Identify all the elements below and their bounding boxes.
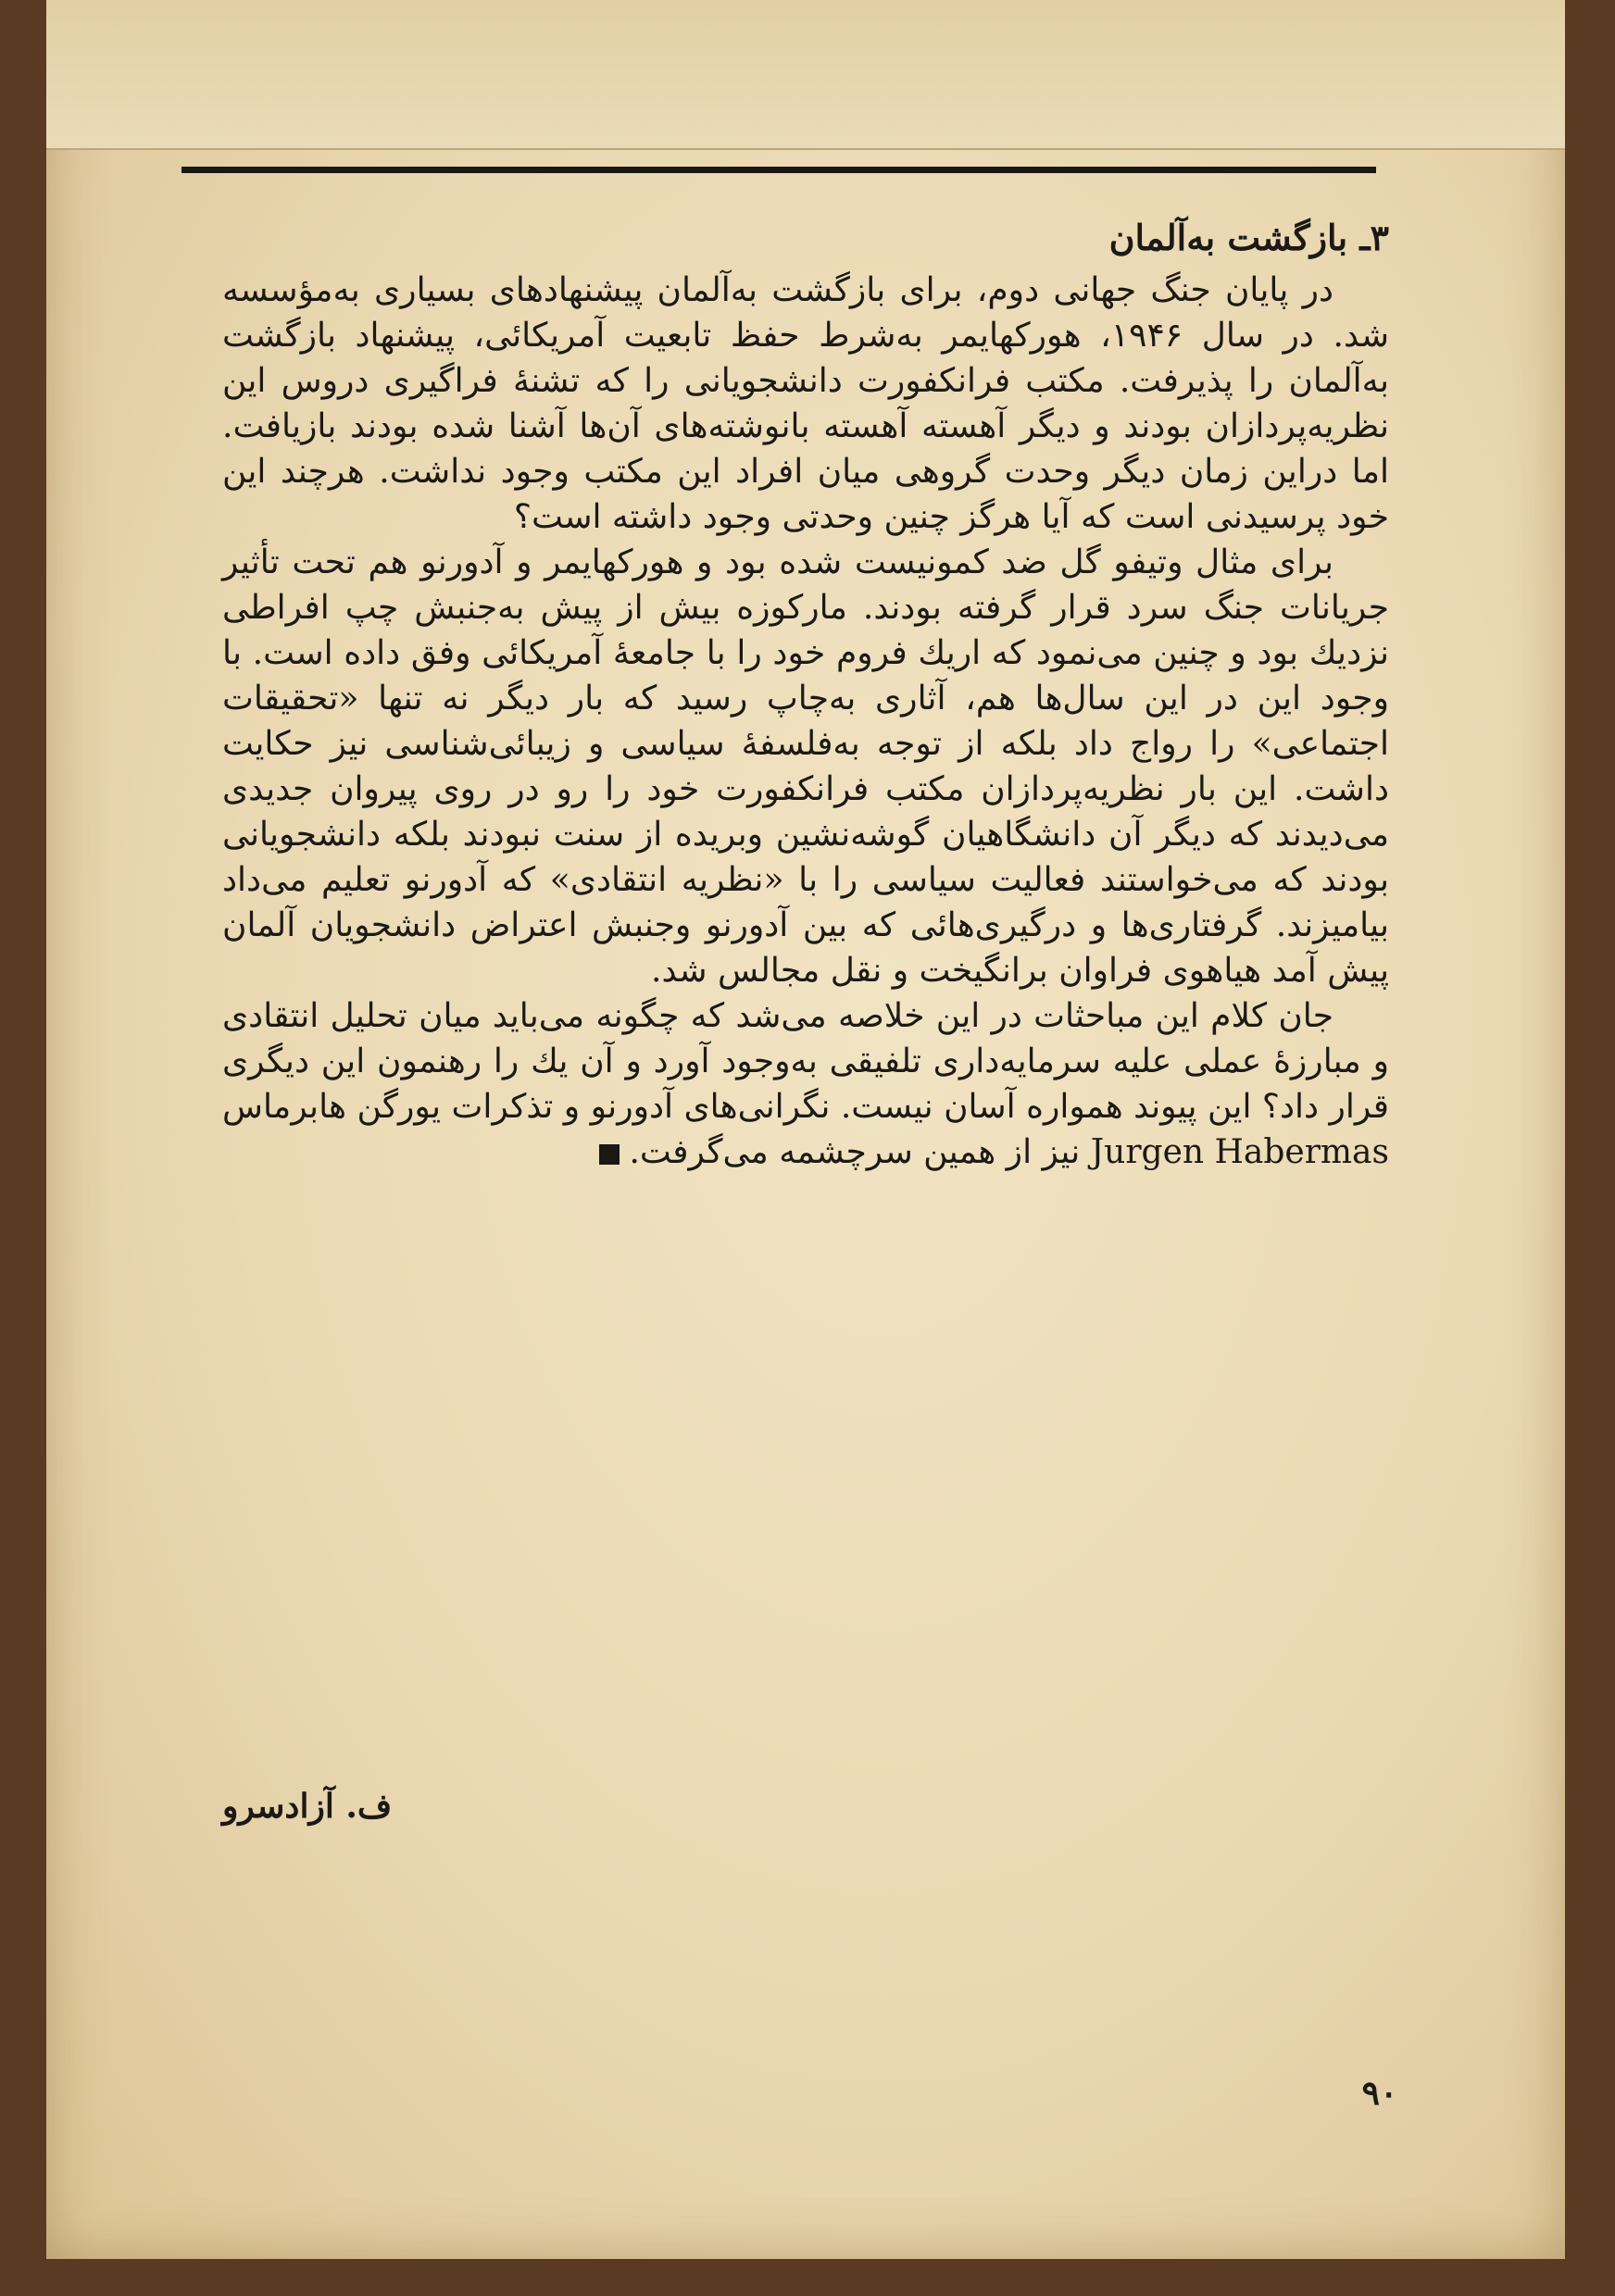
page-top-edge [46,0,1565,150]
end-of-article-square-icon [599,1144,620,1165]
paragraph-1: در پایان جنگ جهانی دوم، برای بازگشت به‌آلمان پیشنهادهای بسیاری به‌مؤسسه شد. در سال ۱۹۴۶، هورکهایمر به‌شرط حفظ تابعیت آمریکائی، پیشنهاد بازگشت به‌آلمان را پذیرفت. مکتب فرانکفورت دانشجویانی را که تشنهٔ فراگیری دروس این نظریه‌پردازان بودند و دیگر آهسته آهسته بانوشته‌های آن‌ها آشنا شده بودند بازیافت. اما دراین زمان دیگر وحدت گروهی میان افراد این مکتب وجود نداشت. هرچند این خود پرسیدنی است که آیا هرگز چنین وحدتی وجود داشته است؟ [222,271,1389,536]
article-body [222,215,1389,1175]
paragraph-3 [222,993,1389,1175]
author-signature: ف. آزادسرو [222,1787,393,1826]
header-rule [182,167,1376,173]
paragraph-2: برای مثال وتیفو گل ضد کمونیست شده بود و هورکهایمر و آدورنو هم تحت تأثیر جریانات جنگ سرد قرار گرفته بودند. مارکوزه بیش از پیش به‌جنبش چپ افراطی نزدیك بود و چنین می‌نمود که اریك فروم خود را با جامعهٔ آمریکائی وفق داده است. با وجود این در این سال‌ها هم، آثاری به‌چاپ رسید که بار دیگر نه تنها «تحقیقات اجتماعی» را رواج داد بلکه از توجه به‌فلسفهٔ سیاسی و زیبائی‌شناسی نیز حکایت داشت. این بار نظریه‌پردازان مکتب فرانکفورت خود را رو در روی پیروان جدیدی می‌دیدند که دیگر آن دانشگاهیان گوشه‌نشین وبریده از سنت نبودند بلکه دانشجویانی بودند که می‌خواستند فعالیت سیاسی را با «نظریه انتقادی» که آدورنو تعلیم می‌داد بیامیزند. گرفتاری‌ها و درگیری‌هائی که بین آدورنو وجنبش اعتراض دانشجویان آلمان پیش آمد هیاهوی فراوان برانگیخت و نقل مجالس شد. [222,543,1389,990]
page-number: ۹۰ [1361,2074,1398,2113]
paragraph-3-text: جان کلام این مباحثات در این خلاصه می‌شد که چگونه می‌باید میان تحلیل انتقادی و مبارزهٔ عملی علیه سرمایه‌داری تلفیقی به‌وجود آورد و آن یك را رهنمون این دیگری قرار داد؟ این پیوند همواره آسان نیست. نگرانی‌های آدورنو و تذکرات یورگن هابرماس Jurgen Habermas نیز از همین سرچشمه می‌گرفت. [222,997,1389,1171]
section-heading: ۳ـ بازگشت به‌آلمان [1108,217,1389,258]
